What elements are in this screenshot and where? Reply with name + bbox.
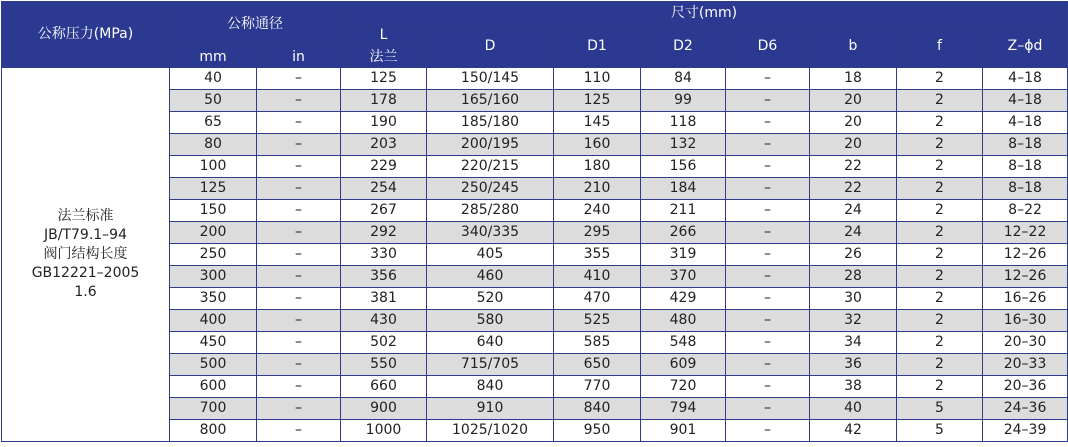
cell-f: 2 bbox=[897, 288, 983, 310]
cell-d6: – bbox=[726, 310, 810, 332]
cell-d6: – bbox=[726, 398, 810, 420]
cell-f: 2 bbox=[897, 112, 983, 134]
cell-z-phi-d: 20–33 bbox=[983, 354, 1068, 376]
cell-l: 1000 bbox=[341, 420, 427, 442]
cell-z-phi-d: 4–18 bbox=[983, 68, 1068, 90]
cell-in: – bbox=[257, 376, 341, 398]
cell-d: 405 bbox=[427, 244, 554, 266]
cell-d: 840 bbox=[427, 376, 554, 398]
cell-d: 165/160 bbox=[427, 90, 554, 112]
cell-d6: – bbox=[726, 156, 810, 178]
cell-d1: 470 bbox=[554, 288, 641, 310]
cell-d: 185/180 bbox=[427, 112, 554, 134]
cell-d1: 650 bbox=[554, 354, 641, 376]
cell-b: 18 bbox=[810, 68, 897, 90]
cell-mm: 600 bbox=[170, 376, 257, 398]
cell-b: 24 bbox=[810, 200, 897, 222]
cell-in: – bbox=[257, 222, 341, 244]
cell-d2: 99 bbox=[641, 90, 726, 112]
cell-mm: 125 bbox=[170, 178, 257, 200]
cell-f: 2 bbox=[897, 222, 983, 244]
cell-d1: 770 bbox=[554, 376, 641, 398]
cell-mm: 150 bbox=[170, 200, 257, 222]
cell-f: 2 bbox=[897, 90, 983, 112]
cell-d2: 720 bbox=[641, 376, 726, 398]
cell-mm: 800 bbox=[170, 420, 257, 442]
cell-d: 250/245 bbox=[427, 178, 554, 200]
cell-b: 34 bbox=[810, 332, 897, 354]
cell-d1: 295 bbox=[554, 222, 641, 244]
cell-z-phi-d: 8–18 bbox=[983, 178, 1068, 200]
cell-in: – bbox=[257, 90, 341, 112]
cell-d: 1025/1020 bbox=[427, 420, 554, 442]
header-l: L bbox=[341, 25, 427, 47]
cell-mm: 65 bbox=[170, 112, 257, 134]
cell-z-phi-d: 8–18 bbox=[983, 156, 1068, 178]
cell-d6: – bbox=[726, 332, 810, 354]
cell-d1: 585 bbox=[554, 332, 641, 354]
cell-d2: 184 bbox=[641, 178, 726, 200]
cell-l: 430 bbox=[341, 310, 427, 332]
cell-z-phi-d: 4–18 bbox=[983, 90, 1068, 112]
header-d: D bbox=[427, 25, 554, 68]
cell-b: 38 bbox=[810, 376, 897, 398]
cell-in: – bbox=[257, 200, 341, 222]
cell-in: – bbox=[257, 178, 341, 200]
cell-d: 520 bbox=[427, 288, 554, 310]
cell-b: 20 bbox=[810, 134, 897, 156]
cell-d1: 950 bbox=[554, 420, 641, 442]
header-dimensions: 尺寸(mm) bbox=[341, 2, 1068, 25]
header-nominal-diameter: 公称通径 bbox=[170, 2, 341, 47]
cell-z-phi-d: 16–30 bbox=[983, 310, 1068, 332]
cell-mm: 50 bbox=[170, 90, 257, 112]
cell-l: 900 bbox=[341, 398, 427, 420]
cell-d6: – bbox=[726, 112, 810, 134]
header-d6: D6 bbox=[726, 25, 810, 68]
cell-b: 20 bbox=[810, 112, 897, 134]
cell-d2: 266 bbox=[641, 222, 726, 244]
cell-f: 2 bbox=[897, 244, 983, 266]
cell-d6: – bbox=[726, 90, 810, 112]
cell-l: 203 bbox=[341, 134, 427, 156]
header-mm: mm bbox=[170, 47, 257, 68]
spec-table bbox=[1, 1, 1068, 442]
cell-mm: 400 bbox=[170, 310, 257, 332]
cell-d1: 840 bbox=[554, 398, 641, 420]
cell-z-phi-d: 20–30 bbox=[983, 332, 1068, 354]
cell-d: 150/145 bbox=[427, 68, 554, 90]
cell-in: – bbox=[257, 398, 341, 420]
cell-mm: 350 bbox=[170, 288, 257, 310]
header-pressure: 公称压力(MPa) bbox=[2, 2, 170, 68]
cell-z-phi-d: 24–39 bbox=[983, 420, 1068, 442]
cell-b: 24 bbox=[810, 222, 897, 244]
cell-l: 125 bbox=[341, 68, 427, 90]
cell-z-phi-d: 8–22 bbox=[983, 200, 1068, 222]
cell-d2: 609 bbox=[641, 354, 726, 376]
cell-d2: 211 bbox=[641, 200, 726, 222]
cell-d2: 370 bbox=[641, 266, 726, 288]
cell-b: 22 bbox=[810, 178, 897, 200]
cell-d2: 901 bbox=[641, 420, 726, 442]
cell-d6: – bbox=[726, 244, 810, 266]
cell-f: 2 bbox=[897, 178, 983, 200]
cell-d: 910 bbox=[427, 398, 554, 420]
cell-in: – bbox=[257, 310, 341, 332]
cell-d6: – bbox=[726, 420, 810, 442]
cell-d6: – bbox=[726, 376, 810, 398]
cell-b: 28 bbox=[810, 266, 897, 288]
cell-f: 2 bbox=[897, 68, 983, 90]
cell-f: 2 bbox=[897, 310, 983, 332]
pressure-line: 阀门结构长度 bbox=[43, 246, 128, 262]
cell-in: – bbox=[257, 332, 341, 354]
header-f: f bbox=[897, 25, 983, 68]
cell-f: 2 bbox=[897, 354, 983, 376]
pressure-line: 法兰标准 bbox=[57, 208, 114, 224]
cell-l: 550 bbox=[341, 354, 427, 376]
cell-d2: 794 bbox=[641, 398, 726, 420]
cell-d6: – bbox=[726, 68, 810, 90]
cell-in: – bbox=[257, 134, 341, 156]
cell-d2: 118 bbox=[641, 112, 726, 134]
cell-l: 356 bbox=[341, 266, 427, 288]
header-d1: D1 bbox=[554, 25, 641, 68]
table-body bbox=[2, 68, 1068, 442]
cell-d2: 132 bbox=[641, 134, 726, 156]
cell-d6: – bbox=[726, 200, 810, 222]
cell-z-phi-d: 20–36 bbox=[983, 376, 1068, 398]
cell-in: – bbox=[257, 112, 341, 134]
cell-b: 40 bbox=[810, 398, 897, 420]
cell-z-phi-d: 12–26 bbox=[983, 266, 1068, 288]
header-in: in bbox=[257, 47, 341, 68]
cell-d1: 410 bbox=[554, 266, 641, 288]
cell-d: 220/215 bbox=[427, 156, 554, 178]
cell-f: 5 bbox=[897, 420, 983, 442]
cell-d1: 110 bbox=[554, 68, 641, 90]
cell-d1: 125 bbox=[554, 90, 641, 112]
cell-l: 178 bbox=[341, 90, 427, 112]
cell-in: – bbox=[257, 68, 341, 90]
cell-d6: – bbox=[726, 266, 810, 288]
cell-f: 2 bbox=[897, 332, 983, 354]
cell-l: 381 bbox=[341, 288, 427, 310]
cell-d6: – bbox=[726, 354, 810, 376]
cell-mm: 100 bbox=[170, 156, 257, 178]
cell-d: 200/195 bbox=[427, 134, 554, 156]
header-flange: 法兰 bbox=[341, 47, 427, 68]
cell-z-phi-d: 12–22 bbox=[983, 222, 1068, 244]
cell-mm: 700 bbox=[170, 398, 257, 420]
cell-z-phi-d: 4–18 bbox=[983, 112, 1068, 134]
cell-d6: – bbox=[726, 134, 810, 156]
cell-d6: – bbox=[726, 178, 810, 200]
cell-d2: 84 bbox=[641, 68, 726, 90]
cell-f: 2 bbox=[897, 134, 983, 156]
cell-mm: 450 bbox=[170, 332, 257, 354]
cell-d1: 160 bbox=[554, 134, 641, 156]
cell-mm: 500 bbox=[170, 354, 257, 376]
cell-b: 42 bbox=[810, 420, 897, 442]
cell-l: 190 bbox=[341, 112, 427, 134]
cell-d: 460 bbox=[427, 266, 554, 288]
cell-f: 2 bbox=[897, 376, 983, 398]
cell-d1: 355 bbox=[554, 244, 641, 266]
cell-d: 340/335 bbox=[427, 222, 554, 244]
cell-mm: 200 bbox=[170, 222, 257, 244]
cell-d6: – bbox=[726, 288, 810, 310]
cell-d2: 480 bbox=[641, 310, 726, 332]
cell-mm: 250 bbox=[170, 244, 257, 266]
cell-in: – bbox=[257, 266, 341, 288]
cell-b: 36 bbox=[810, 354, 897, 376]
cell-z-phi-d: 12–26 bbox=[983, 244, 1068, 266]
cell-b: 32 bbox=[810, 310, 897, 332]
cell-d2: 319 bbox=[641, 244, 726, 266]
cell-d: 640 bbox=[427, 332, 554, 354]
cell-l: 502 bbox=[341, 332, 427, 354]
cell-l: 267 bbox=[341, 200, 427, 222]
cell-z-phi-d: 16–26 bbox=[983, 288, 1068, 310]
cell-f: 2 bbox=[897, 200, 983, 222]
pressure-line: 1.6 bbox=[74, 284, 97, 300]
cell-d1: 145 bbox=[554, 112, 641, 134]
cell-in: – bbox=[257, 420, 341, 442]
header-z-phi-d: Z–ϕd bbox=[983, 25, 1068, 68]
cell-b: 20 bbox=[810, 90, 897, 112]
cell-f: 2 bbox=[897, 156, 983, 178]
cell-d1: 240 bbox=[554, 200, 641, 222]
cell-d1: 525 bbox=[554, 310, 641, 332]
table-row bbox=[2, 68, 1068, 90]
cell-f: 5 bbox=[897, 398, 983, 420]
cell-l: 660 bbox=[341, 376, 427, 398]
header-d2: D2 bbox=[641, 25, 726, 68]
header-b: b bbox=[810, 25, 897, 68]
cell-l: 292 bbox=[341, 222, 427, 244]
cell-f: 2 bbox=[897, 266, 983, 288]
cell-b: 26 bbox=[810, 244, 897, 266]
cell-l: 229 bbox=[341, 156, 427, 178]
pressure-cell bbox=[2, 68, 170, 442]
cell-mm: 80 bbox=[170, 134, 257, 156]
cell-b: 22 bbox=[810, 156, 897, 178]
cell-d1: 210 bbox=[554, 178, 641, 200]
cell-d2: 429 bbox=[641, 288, 726, 310]
cell-z-phi-d: 8–18 bbox=[983, 134, 1068, 156]
cell-d2: 548 bbox=[641, 332, 726, 354]
cell-z-phi-d: 24–36 bbox=[983, 398, 1068, 420]
cell-d: 580 bbox=[427, 310, 554, 332]
cell-d: 285/280 bbox=[427, 200, 554, 222]
cell-d: 715/705 bbox=[427, 354, 554, 376]
cell-in: – bbox=[257, 244, 341, 266]
cell-in: – bbox=[257, 156, 341, 178]
cell-d2: 156 bbox=[641, 156, 726, 178]
cell-d6: – bbox=[726, 222, 810, 244]
cell-d1: 180 bbox=[554, 156, 641, 178]
cell-in: – bbox=[257, 288, 341, 310]
cell-l: 254 bbox=[341, 178, 427, 200]
cell-mm: 40 bbox=[170, 68, 257, 90]
cell-l: 330 bbox=[341, 244, 427, 266]
cell-in: – bbox=[257, 354, 341, 376]
cell-b: 30 bbox=[810, 288, 897, 310]
pressure-line: JB/T79.1–94 bbox=[44, 227, 127, 243]
pressure-line: GB12221–2005 bbox=[31, 265, 140, 281]
cell-mm: 300 bbox=[170, 266, 257, 288]
